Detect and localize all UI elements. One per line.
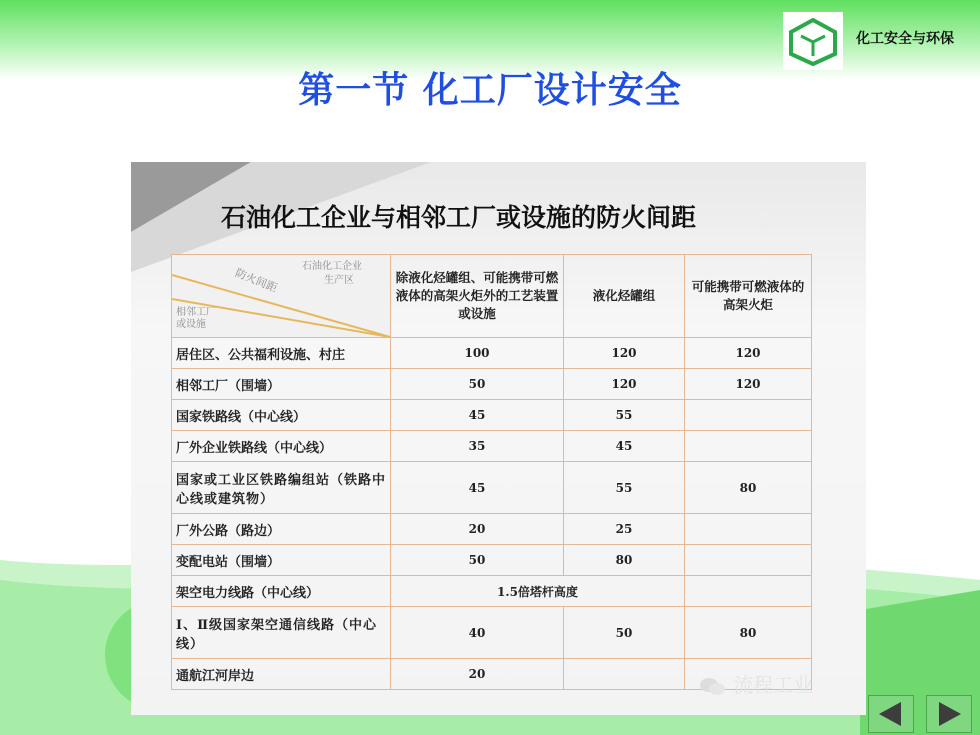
table-row [172, 369, 812, 400]
cell: 35 [391, 431, 564, 462]
cell: 80 [564, 545, 685, 576]
cell [685, 431, 812, 462]
table-row [172, 462, 812, 514]
row-label: Ⅰ、Ⅱ级国家架空通信线路（中心线） [172, 607, 391, 659]
cell: 50 [391, 369, 564, 400]
cell: 45 [564, 431, 685, 462]
table-row [172, 431, 812, 462]
next-button[interactable] [926, 695, 972, 733]
cell: 120 [685, 369, 812, 400]
table-row [172, 400, 812, 431]
cell [685, 400, 812, 431]
col-header-3: 可能携带可燃液体的高架火炬 [685, 255, 812, 338]
table-row [172, 338, 812, 369]
row-label: 厂外公路（路边） [172, 514, 391, 545]
brand-label: 化工安全与环保 [856, 31, 954, 47]
cell: 55 [564, 400, 685, 431]
slide-image [131, 162, 866, 715]
table-row [172, 607, 812, 659]
cell: 45 [391, 400, 564, 431]
row-label: 架空电力线路（中心线） [172, 576, 391, 607]
fire-distance-table [171, 254, 812, 690]
row-label: 居住区、公共福利设施、村庄 [172, 338, 391, 369]
cell [685, 514, 812, 545]
corner-diagonal: 防火间距 [233, 266, 280, 295]
wechat-icon [699, 676, 727, 698]
cell [564, 659, 685, 690]
watermark [699, 669, 813, 698]
cell [685, 545, 812, 576]
cell: 25 [564, 514, 685, 545]
cell: 55 [564, 462, 685, 514]
cell: 80 [685, 607, 812, 659]
cell: 120 [564, 369, 685, 400]
cell: 120 [685, 338, 812, 369]
cell [685, 576, 812, 607]
table-row [172, 545, 812, 576]
corner-top-1: 石油化工企业 [302, 261, 362, 272]
corner-header [172, 255, 391, 338]
cell-merged: 1.5倍塔杆高度 [391, 576, 685, 607]
row-label: 相邻工厂（围墙） [172, 369, 391, 400]
col-header-2: 液化烃罐组 [564, 255, 685, 338]
cell: 50 [564, 607, 685, 659]
corner-top-2: 生产区 [324, 275, 354, 286]
corner-bottom-1: 相邻工厂 [176, 307, 216, 318]
prev-arrow-icon [869, 696, 913, 732]
row-label: 国家铁路线（中心线） [172, 400, 391, 431]
cell: 120 [564, 338, 685, 369]
slide-heading: 石油化工企业与相邻工厂或设施的防火间距 [221, 203, 697, 232]
cell: 40 [391, 607, 564, 659]
page-title: 第一节 化工厂设计安全 [298, 70, 682, 111]
row-label: 国家或工业区铁路编组站（铁路中心线或建筑物） [172, 462, 391, 514]
corner-bottom-2: 或设施 [176, 319, 206, 330]
cell: 100 [391, 338, 564, 369]
cell: 45 [391, 462, 564, 514]
table-row [172, 576, 812, 607]
cell: 20 [391, 659, 564, 690]
table-row [172, 514, 812, 545]
cell: 50 [391, 545, 564, 576]
watermark-text: 流程工业 [733, 673, 814, 697]
col-header-1: 除液化烃罐组、可能携带可燃液体的高架火炬外的工艺装置或设施 [391, 255, 564, 338]
row-label: 厂外企业铁路线（中心线） [172, 431, 391, 462]
cell: 80 [685, 462, 812, 514]
cell: 20 [391, 514, 564, 545]
row-label: 通航江河岸边 [172, 659, 391, 690]
next-arrow-icon [927, 696, 971, 732]
prev-button[interactable] [868, 695, 914, 733]
row-label: 变配电站（围墙） [172, 545, 391, 576]
